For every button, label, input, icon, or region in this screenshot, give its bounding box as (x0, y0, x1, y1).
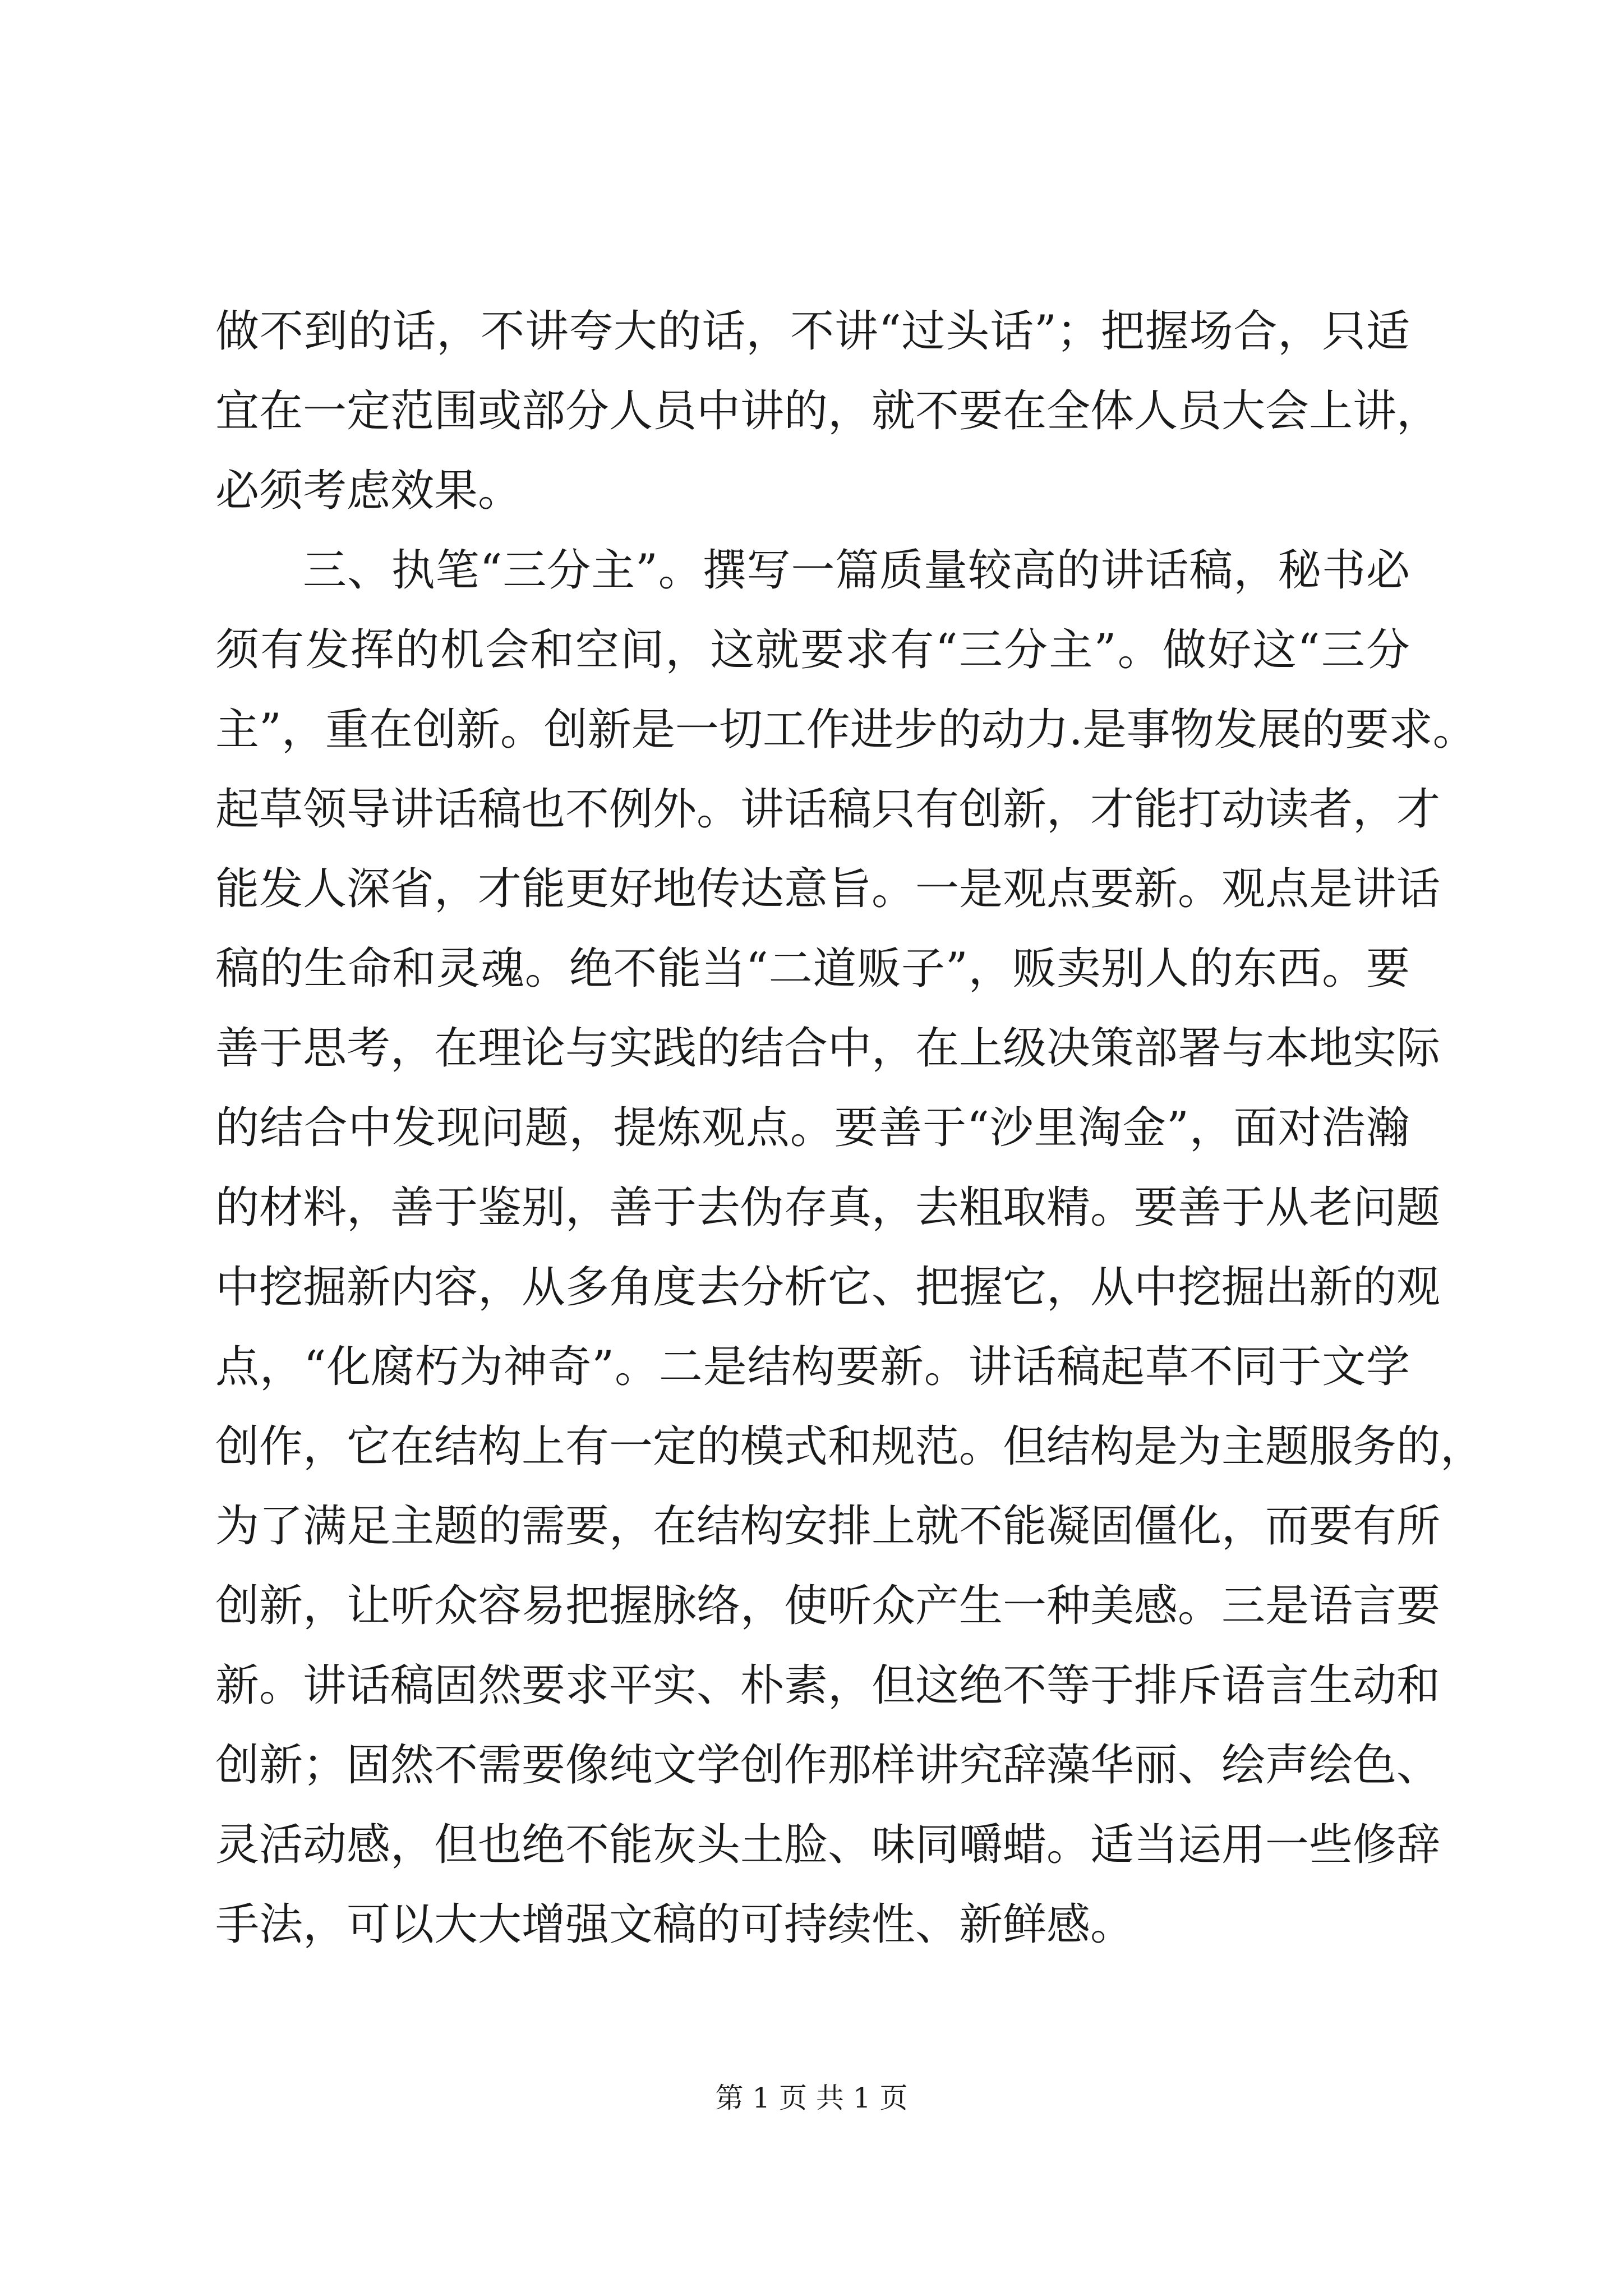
paragraph-line: 稿的生命和灵魂。绝不能当“二道贩子”，贩卖别人的东西。要 (215, 944, 1410, 994)
body-text (215, 292, 1484, 1964)
paragraph-line: 宜在一定范围或部分人员中讲的，就不要在全体人员大会上讲， (215, 386, 1441, 436)
paragraph-line: 手法，可以大大增强文稿的可持续性、新鲜感。 (215, 1899, 1135, 1950)
page-footer (0, 2081, 1623, 2115)
paragraph-line: 创作，它在结构上有一定的模式和规范。但结构是为主题服务的， (215, 1421, 1484, 1472)
paragraph-line: 创新，让听众容易把握脉络，使听众产生一种美感。三是语言要 (215, 1581, 1441, 1631)
page-number-label: 第 1 页 共 1 页 (715, 2082, 908, 2114)
paragraph-line: 点，“化腐朽为神奇”。二是结构要新。讲话稿起草不同于文学 (215, 1342, 1410, 1392)
paragraph-line: 新。讲话稿固然要求平实、朴素，但这绝不等于排斥语言生动和 (215, 1660, 1441, 1711)
paragraph-line: 的材料，善于鉴别，善于去伪存真，去粗取精。要善于从老问题 (215, 1182, 1441, 1233)
paragraph-line: 能发人深省，才能更好地传达意旨。一是观点要新。观点是讲话 (215, 864, 1441, 914)
paragraph-line: 为了满足主题的需要，在结构安排上就不能凝固僵化，而要有所 (215, 1501, 1441, 1552)
paragraph-line: 创新；固然不需要像纯文学创作那样讲究辞藻华丽、绘声绘色、 (215, 1740, 1441, 1791)
paragraph-line: 中挖掘新内容，从多角度去分析它、把握它，从中挖掘出新的观 (215, 1262, 1441, 1313)
paragraph-line: 必须考虑效果。 (215, 466, 522, 516)
paragraph-line: 起草领导讲话稿也不例外。讲话稿只有创新，才能打动读者，才 (215, 784, 1441, 835)
paragraph-line: 的结合中发现问题，提炼观点。要善于“沙里淘金”，面对浩瀚 (215, 1103, 1410, 1153)
paragraph-line: 主”，重在创新。创新是一切工作进步的动力.是事物发展的要求。 (215, 705, 1477, 755)
paragraph-line: 做不到的话，不讲夸大的话，不讲“过头话”；把握场合，只适 (215, 306, 1410, 357)
paragraph-line: 三、执笔“三分主”。撰写一篇质量较高的讲话稿，秘书必 (303, 545, 1410, 596)
paragraph-line: 善于思考，在理论与实践的结合中，在上级决策部署与本地实际 (215, 1023, 1441, 1074)
paragraph-line: 须有发挥的机会和空间，这就要求有“三分主”。做好这“三分 (215, 625, 1410, 675)
paragraph-line: 灵活动感，但也绝不能灰头土脸、味同嚼蜡。适当运用一些修辞 (215, 1820, 1441, 1870)
